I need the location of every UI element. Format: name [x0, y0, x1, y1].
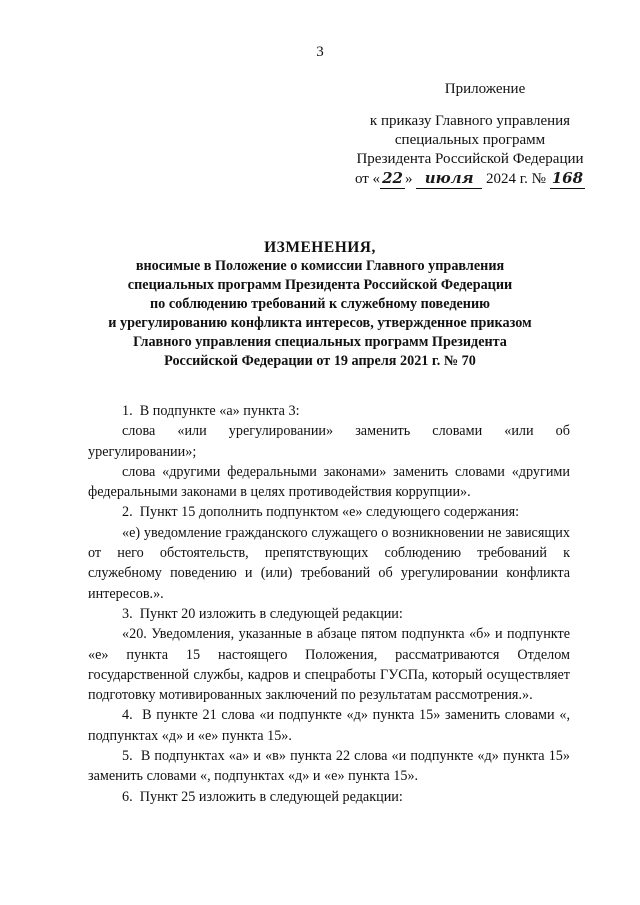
- appendix-line-2: специальных программ: [394, 132, 546, 148]
- document-body: [88, 401, 570, 807]
- page-number: 3: [316, 44, 324, 60]
- date-month-handwritten: июля: [416, 169, 482, 189]
- appendix-title: Приложение: [444, 81, 526, 97]
- date-day-handwritten: 22: [382, 169, 403, 187]
- paragraph: «е) уведомление гражданского служащего о возникновении не зависящих от него обстоятельств, препятствующих соблюдению требований к служебному поведению и (или) требований об урегулировании конфликта интересов.».: [88, 524, 570, 602]
- paragraph: 2. Пункт 15 дополнить подпунктом «е» следующего содержания:: [122, 504, 520, 521]
- date-mid: »: [404, 171, 413, 187]
- appendix-line-3: Президента Российской Федерации: [356, 151, 584, 167]
- order-number-handwritten: 168: [551, 169, 584, 187]
- paragraph: 4. В пункте 21 слова «и подпункте «д» пункта 15» заменить словами «, подпунктах «д» и «е» пункта 15».: [88, 707, 570, 744]
- paragraph: слова «или урегулировании» заменить словами «или об урегулировании»;: [88, 423, 570, 460]
- heading-line: Российской Федерации от 19 апреля 2021 г. № 70: [164, 353, 476, 369]
- heading-line: вносимые в Положение о комиссии Главного управления: [135, 258, 505, 274]
- appendix-block: [330, 80, 610, 189]
- heading-line: по соблюдению требований к служебному поведению: [150, 296, 490, 312]
- heading-line: Главного управления специальных программ Президента: [133, 334, 507, 350]
- date-prefix: от «: [354, 171, 381, 187]
- paragraph: слова «другими федеральными законами» заменить словами «другими федеральными законами в целях противодействия коррупции».: [88, 463, 570, 501]
- heading-line: и урегулированию конфликта интересов, утвержденное приказом: [108, 315, 532, 331]
- document-heading: [70, 238, 570, 371]
- heading-title: ИЗМЕНЕНИЯ,: [264, 239, 376, 256]
- paragraph: 5. В подпунктах «а» и «в» пункта 22 слова «и подпункте «д» пункта 15» заменить словами «, подпунктах «д» и «е» пункта 15».: [88, 748, 570, 785]
- paragraph: 6. Пункт 25 изложить в следующей редакции:: [122, 788, 403, 805]
- paragraph: 1. В подпункте «а» пункта 3:: [122, 403, 300, 419]
- paragraph: «20. Уведомления, указанные в абзаце пятом подпункта «б» и подпункте «е» пункта 15 настоящего Положения, рассматриваются Отделом государственной службы, кадров и спецработы ГУСПа, который осуществляет подготовку мотивированных заключений по результатам рассмотрения.».: [88, 626, 570, 704]
- heading-line: специальных программ Президента Российской Федерации: [127, 277, 513, 293]
- appendix-line-1: к приказу Главного управления: [369, 113, 571, 129]
- date-year: 2024 г. №: [485, 171, 546, 187]
- appendix-date-line: [330, 169, 610, 189]
- paragraph: 3. Пункт 20 изложить в следующей редакции:: [122, 605, 403, 622]
